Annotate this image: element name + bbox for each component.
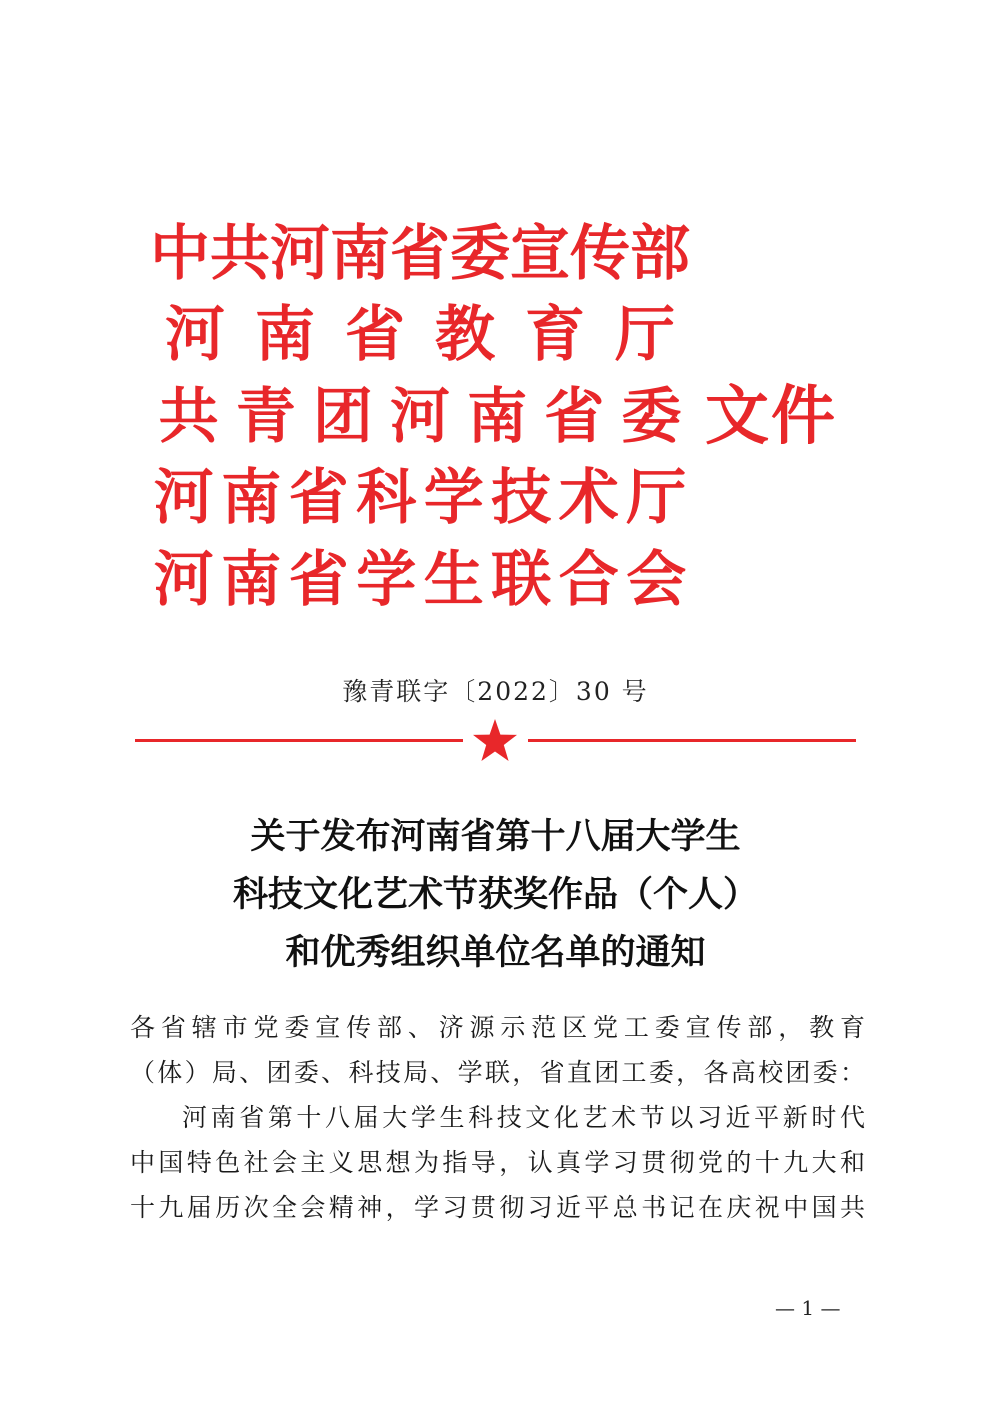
masthead-char: 合 xyxy=(558,545,619,615)
masthead-char: 河 xyxy=(153,545,214,615)
masthead-org-line xyxy=(150,456,690,540)
document-title xyxy=(0,808,991,982)
masthead-char: 部 xyxy=(630,219,690,289)
separator-line-right xyxy=(528,739,856,742)
masthead-char: 委 xyxy=(621,382,682,452)
masthead xyxy=(150,212,850,615)
masthead-char: 育 xyxy=(525,300,585,370)
masthead-char: 南 xyxy=(221,545,282,615)
masthead-char: 生 xyxy=(423,545,484,615)
page-number: — 1 — xyxy=(775,1296,841,1320)
masthead-char: 委 xyxy=(450,219,510,289)
masthead-char: 南 xyxy=(221,463,282,533)
masthead-char: 联 xyxy=(491,545,552,615)
masthead-char: 传 xyxy=(570,219,630,289)
separator-line-left xyxy=(135,739,463,742)
masthead-char: 南 xyxy=(255,300,315,370)
title-line: 和优秀组织单位名单的通知 xyxy=(285,933,706,973)
masthead-char: 省 xyxy=(345,300,405,370)
masthead-char: 教 xyxy=(435,300,495,370)
star-icon xyxy=(472,718,518,762)
masthead-org-line xyxy=(150,293,690,377)
body-line: （体）局、团委、科技局、学联，省直团工委，各高校团委： xyxy=(130,1058,865,1087)
body-line: 各省辖市党委宣传部、济源示范区党工委宣传部，教育 xyxy=(130,1013,865,1042)
masthead-char: 厅 xyxy=(615,300,675,370)
masthead-org-line xyxy=(150,375,690,459)
body-line: 中国特色社会主义思想为指导，认真学习贯彻党的十九大和 xyxy=(130,1148,865,1177)
masthead-char: 会 xyxy=(626,545,687,615)
masthead-char: 学 xyxy=(423,463,484,533)
masthead-char: 共 xyxy=(158,382,219,452)
masthead-wenjian: 文件 xyxy=(705,380,837,454)
masthead-char: 南 xyxy=(330,219,390,289)
masthead-char: 省 xyxy=(390,219,450,289)
body-line: 十九届历次全会精神，学习贯彻习近平总书记在庆祝中国共 xyxy=(130,1193,865,1222)
masthead-char: 宣 xyxy=(510,219,570,289)
masthead-org-line xyxy=(150,212,690,296)
title-line: 科技文化艺术节获奖作品（个人） xyxy=(232,875,758,915)
masthead-char: 省 xyxy=(288,545,349,615)
masthead-char: 共 xyxy=(210,219,270,289)
masthead-char: 团 xyxy=(312,382,373,452)
body-paragraph-start: 河南省第十八届大学生科技文化艺术节以习近平新时代 xyxy=(182,1103,865,1132)
document-body xyxy=(130,1005,865,1230)
masthead-char: 科 xyxy=(356,463,417,533)
masthead-char: 河 xyxy=(270,219,330,289)
masthead-char: 河 xyxy=(165,300,225,370)
masthead-char: 省 xyxy=(544,382,605,452)
masthead-char: 中 xyxy=(150,219,210,289)
masthead-char: 河 xyxy=(389,382,450,452)
title-line: 关于发布河南省第十八届大学生 xyxy=(250,817,741,857)
masthead-char: 技 xyxy=(491,463,552,533)
masthead-char: 南 xyxy=(467,382,528,452)
masthead-org-line xyxy=(150,538,690,622)
document-number: 豫青联字〔2022〕30 号 xyxy=(342,677,649,706)
masthead-char: 省 xyxy=(288,463,349,533)
masthead-char: 术 xyxy=(558,463,619,533)
masthead-char: 青 xyxy=(235,382,296,452)
masthead-char: 厅 xyxy=(626,463,687,533)
masthead-char: 学 xyxy=(356,545,417,615)
masthead-char: 河 xyxy=(153,463,214,533)
